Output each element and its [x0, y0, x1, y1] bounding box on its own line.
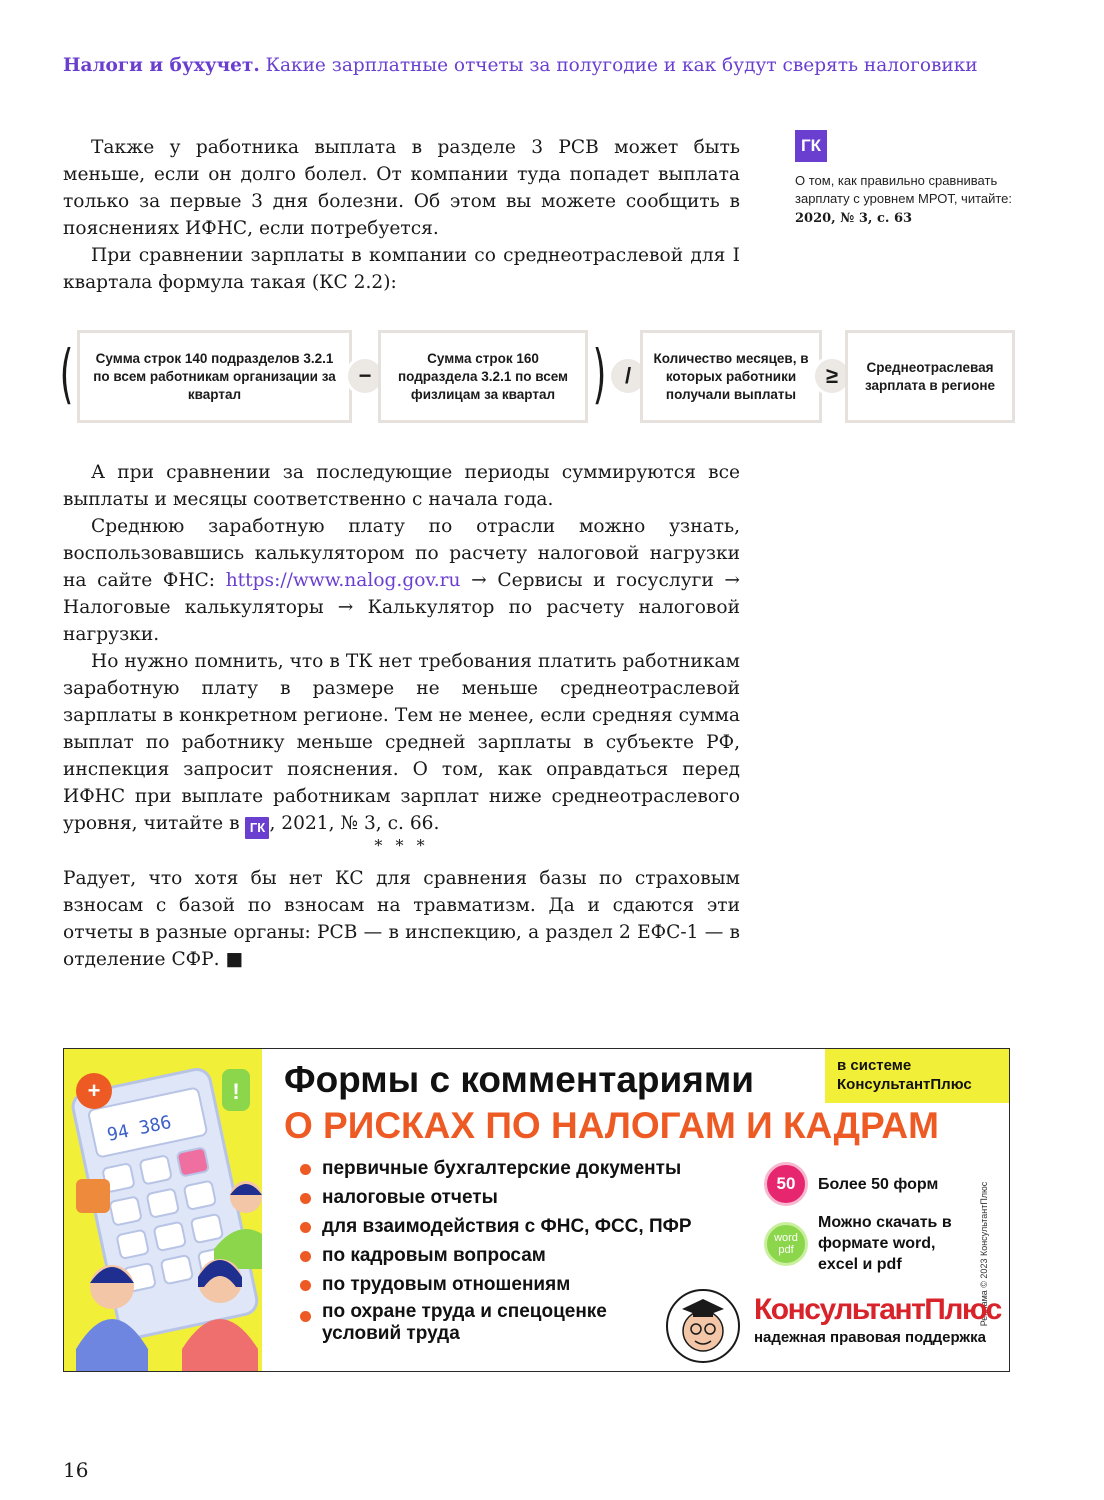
calculator-illustration: [64, 1049, 262, 1371]
list-item-text: первичные бухгалтерские документы: [322, 1158, 682, 1179]
section-separator: * * *: [374, 836, 429, 855]
bullet-icon: [300, 1193, 311, 1204]
list-item-text: условий труда: [322, 1323, 460, 1344]
list-item: [322, 1183, 692, 1212]
formula-box-sum-140: [77, 330, 352, 423]
list-item: [322, 1270, 692, 1299]
list-item-text: по охране труда и спецоценке: [322, 1301, 607, 1322]
calc-display-text: 94 386: [105, 1111, 174, 1146]
list-item: [322, 1154, 692, 1183]
advertisement-banner[interactable]: [63, 1048, 1010, 1372]
paren-open: (: [59, 338, 74, 412]
text-column-middle: [63, 459, 740, 839]
minus-operator: −: [345, 356, 385, 396]
text-run: → Сервисы и госуслуги → Налоговые калькуляторы → Калькулятор по расчету налоговой нагрузки.: [63, 570, 740, 645]
professor-mascot-icon: [664, 1287, 742, 1365]
list-item-text: по кадровым вопросам: [322, 1245, 546, 1266]
copyright-text: Реклама © 2023 КонсультантПлюс: [979, 1181, 989, 1327]
list-item: [322, 1212, 692, 1241]
gk-inline-icon: ГК: [245, 817, 269, 839]
list-item-text: по трудовым отношениям: [322, 1274, 571, 1295]
fifty-forms-badge-icon: 50: [764, 1162, 808, 1206]
paragraph: [63, 648, 740, 839]
feature-download-formats: Можно скачать в формате word, excel и pdf: [818, 1214, 952, 1273]
svg-text:!: !: [232, 1079, 240, 1104]
sidebar-note: [795, 130, 1035, 226]
formula-box-text: Сумма строк 140 подразделов 3.2.1 по всем работникам организации за квартал: [93, 350, 336, 402]
header-section: Налоги и бухучет.: [63, 55, 260, 76]
formula-box-sum-160: [378, 330, 588, 423]
ad-system-badge: в системе КонсультантПлюс: [825, 1049, 1009, 1103]
bullet-icon: [300, 1280, 311, 1291]
paren-close: ): [592, 338, 607, 412]
page-number: 16: [63, 1458, 89, 1482]
text-column-top: [63, 134, 740, 296]
word-pdf-badge-icon: [764, 1222, 808, 1266]
formula-box-text: Среднеотраслевая зарплата в регионе: [864, 359, 996, 393]
badge-text: word: [774, 1232, 798, 1244]
ad-feature-list: [322, 1154, 692, 1345]
paragraph: При сравнении зарплаты в компании со среднеотраслевой для I квартала формула такая (КС 2.2):: [63, 245, 740, 293]
bullet-icon: [300, 1222, 311, 1233]
feature-forms-count: Более 50 форм: [818, 1176, 939, 1193]
text-run: Среднюю заработную плату по отрасли можно узнать, воспользовавшись калькулятором по расчету налоговой нагрузки на сайте ФНС:: [63, 516, 740, 591]
badge-text: pdf: [778, 1244, 794, 1256]
ad-illustration: [64, 1049, 262, 1371]
sidebar-reference: 2020, № 3, с. 63: [795, 211, 913, 226]
text-run: Но нужно помнить, что в ТК нет требования платить работникам заработную плату в размере не меньше среднеотраслевой зарплаты в конкретном регионе. Тем не менее, если средняя сумма выплат по работнику меньше средней зарплаты в субъекте РФ, инспекция запросит пояснения. О том, как оправдаться перед ИФНС при выплате работникам зарплат ниже среднеотраслевого уровня, читайте в: [63, 651, 740, 834]
list-item-text: для взаимодействия с ФНС, ФСС, ПФР: [322, 1216, 692, 1237]
list-item: [322, 1301, 692, 1345]
list-item: [322, 1241, 692, 1270]
ad-subtitle: О РИСКАХ ПО НАЛОГАМ И КАДРАМ: [284, 1105, 939, 1146]
formula-box-text: Количество месяцев, в которых работники получали выплаты: [653, 350, 809, 402]
svg-text:+: +: [87, 1078, 101, 1103]
text-column-bottom: [63, 865, 740, 973]
sidebar-text: О том, как правильно сравнивать зарплату с уровнем МРОТ, читайте:: [795, 173, 1013, 206]
formula-box-regional-salary: [845, 330, 1015, 423]
bullet-icon: [300, 1311, 311, 1322]
ad-title: Формы с комментариями: [284, 1059, 754, 1100]
paragraph: Также у работника выплата в разделе 3 РСВ может быть меньше, если он долго болел. От компании туда попадет выплата только за первые 3 дня болезни. Об этом вы можете сообщить в пояснениях ИФНС, если потребуется.: [63, 137, 740, 239]
running-header: [63, 55, 1023, 76]
paragraph: [63, 513, 740, 648]
formula-box-months: [640, 330, 822, 423]
gte-operator: ≥: [812, 356, 852, 396]
nalog-link[interactable]: https://www.nalog.gov.ru: [225, 570, 461, 591]
formula-box-text: Сумма строк 160 подраздела 3.2.1 по всем физлицам за квартал: [397, 350, 569, 402]
consultantplus-logo: КонсультантПлюс: [754, 1293, 1001, 1326]
header-title: Какие зарплатные отчеты за полугодие и как будут сверять налоговики: [265, 55, 978, 76]
divide-operator: /: [608, 356, 648, 396]
paragraph: А при сравнении за последующие периоды суммируются все выплаты и месяцы соответственно с начала года.: [63, 462, 740, 510]
formula-diagram: [60, 330, 1015, 425]
consultantplus-tagline: надежная правовая поддержка: [754, 1329, 986, 1346]
list-item-text: налоговые отчеты: [322, 1187, 498, 1208]
paragraph: Радует, что хотя бы нет КС для сравнения базы по страховым взносам с базой по взносам на травматизм. Да и сдаются эти отчеты в разные органы: РСВ — в инспекцию, а раздел 2 ЕФС-1 — в отделение СФР. ■: [63, 868, 740, 970]
bullet-icon: [300, 1164, 311, 1175]
text-run: , 2021, № 3, с. 66.: [269, 813, 440, 834]
bullet-icon: [300, 1251, 311, 1262]
gk-logo-icon: ГК: [795, 130, 827, 162]
